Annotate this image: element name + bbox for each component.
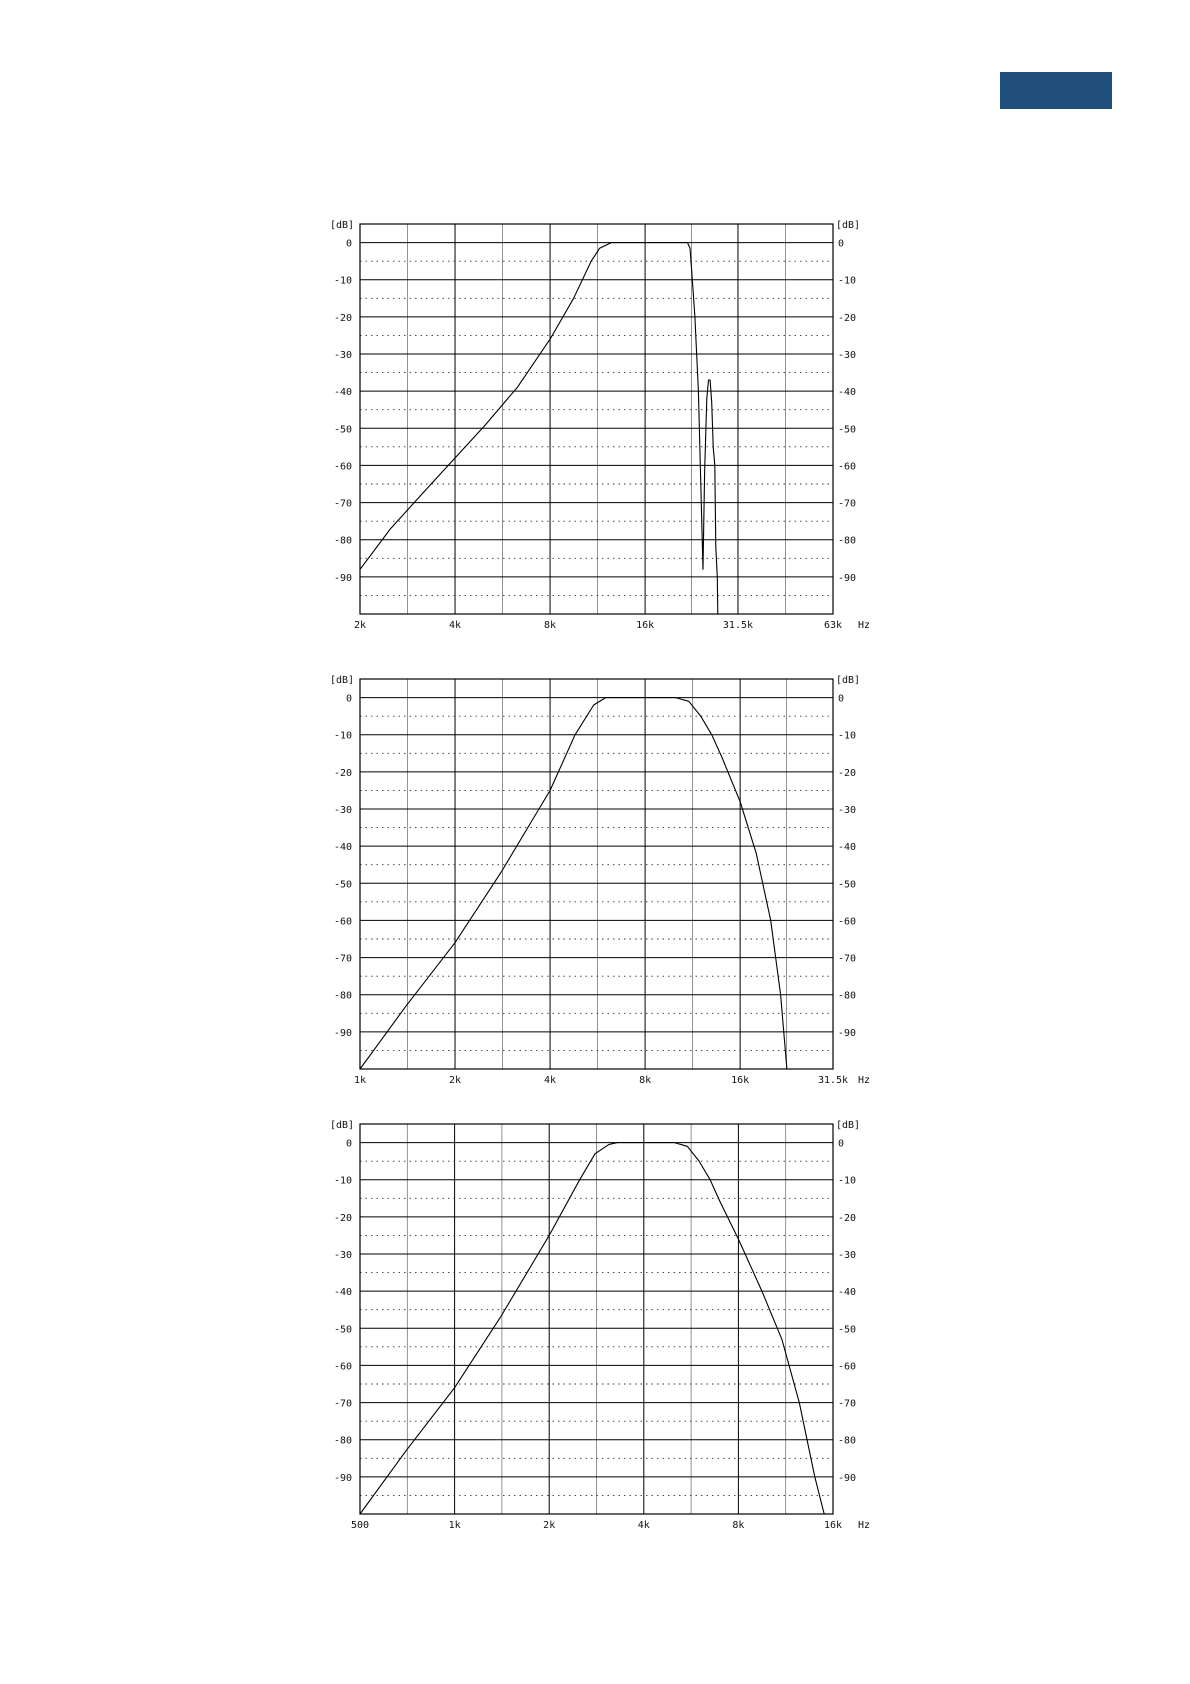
y-tick-label-right: -10 bbox=[838, 1175, 857, 1187]
y-tick-label-left: -90 bbox=[333, 1027, 352, 1039]
y-tick-label-right: -80 bbox=[838, 1435, 857, 1447]
grid bbox=[360, 224, 833, 614]
y-tick-label-left: -90 bbox=[333, 1472, 352, 1484]
y-tick-label-right: -50 bbox=[838, 424, 857, 436]
x-tick-label: 8k bbox=[732, 1520, 745, 1531]
y-tick-label-right: -60 bbox=[838, 461, 857, 473]
y-tick-label-left: -80 bbox=[333, 535, 352, 547]
y-tick-label-left: -10 bbox=[333, 275, 352, 287]
y-tick-label-left: -50 bbox=[333, 879, 352, 891]
x-unit-label: Hz bbox=[858, 620, 871, 631]
y-unit-label-left: [dB] bbox=[330, 220, 355, 231]
x-tick-label: 4k bbox=[544, 1075, 557, 1086]
x-tick-label: 1k bbox=[353, 1075, 367, 1086]
y-unit-label-right: [dB] bbox=[836, 675, 861, 686]
x-tick-label: 500 bbox=[350, 1520, 370, 1531]
chart-2-svg bbox=[320, 669, 880, 1089]
y-tick-label-left: -60 bbox=[333, 916, 352, 928]
chart-1-svg bbox=[320, 214, 880, 634]
y-tick-label-right: -80 bbox=[838, 990, 857, 1002]
grid bbox=[360, 1124, 833, 1514]
x-tick-label: 31.5k bbox=[817, 1075, 849, 1086]
y-tick-label-right: 0 bbox=[838, 693, 845, 705]
header-accent-block bbox=[1000, 72, 1112, 109]
y-tick-label-right: -70 bbox=[838, 498, 857, 510]
y-tick-label-left: 0 bbox=[345, 1138, 352, 1150]
chart-3-svg bbox=[320, 1114, 880, 1534]
y-tick-label-right: -70 bbox=[838, 1398, 857, 1410]
y-tick-label-left: -20 bbox=[333, 312, 352, 324]
y-tick-label-right: -20 bbox=[838, 767, 857, 779]
y-tick-label-left: -10 bbox=[333, 1175, 352, 1187]
x-tick-label: 4k bbox=[449, 620, 462, 631]
x-tick-label: 16k bbox=[636, 620, 655, 631]
y-tick-label-right: -50 bbox=[838, 1324, 857, 1336]
y-tick-label-left: -30 bbox=[333, 350, 352, 361]
y-tick-label-right: -80 bbox=[838, 535, 857, 547]
y-tick-label-left: -40 bbox=[333, 387, 352, 399]
y-tick-label-right: -60 bbox=[838, 1361, 857, 1373]
x-tick-label: 2k bbox=[543, 1520, 556, 1531]
frequency-response-chart-3 bbox=[320, 1114, 880, 1534]
y-tick-label-right: -90 bbox=[838, 1472, 857, 1484]
y-tick-label-left: -30 bbox=[333, 1250, 352, 1261]
y-tick-label-right: -40 bbox=[838, 842, 857, 854]
y-tick-label-left: -70 bbox=[333, 1398, 352, 1410]
x-tick-label: 16k bbox=[823, 1520, 843, 1531]
x-tick-label: 1k bbox=[448, 1520, 461, 1531]
y-tick-label-left: -80 bbox=[333, 990, 352, 1002]
plot-frame bbox=[360, 679, 833, 1069]
x-tick-label: 2k bbox=[449, 1075, 462, 1086]
y-tick-label-right: 0 bbox=[838, 238, 845, 250]
y-tick-label-left: 0 bbox=[345, 693, 352, 705]
y-tick-label-left: -70 bbox=[333, 953, 352, 965]
y-tick-label-right: -30 bbox=[838, 1250, 857, 1261]
y-unit-label-right: [dB] bbox=[836, 220, 861, 231]
y-tick-label-left: -50 bbox=[333, 1324, 352, 1336]
y-unit-label-right: [dB] bbox=[836, 1120, 861, 1131]
x-tick-label: 8k bbox=[639, 1075, 652, 1086]
y-tick-label-right: -30 bbox=[838, 805, 857, 816]
y-tick-label-right: -50 bbox=[838, 879, 857, 891]
y-tick-label-left: -20 bbox=[333, 1212, 352, 1224]
x-tick-label: 63k bbox=[823, 620, 843, 631]
x-tick-label: 4k bbox=[637, 1520, 650, 1531]
x-tick-label: 2k bbox=[353, 620, 367, 631]
y-tick-label-right: -90 bbox=[838, 572, 857, 584]
y-tick-label-left: -50 bbox=[333, 424, 352, 436]
y-tick-label-right: -90 bbox=[838, 1027, 857, 1039]
y-tick-label-right: -10 bbox=[838, 730, 857, 742]
y-tick-label-left: -60 bbox=[333, 1361, 352, 1373]
frequency-response-chart-2 bbox=[320, 669, 880, 1089]
x-tick-label: 8k bbox=[544, 620, 557, 631]
y-tick-label-left: 0 bbox=[345, 238, 352, 250]
y-tick-label-left: -20 bbox=[333, 767, 352, 779]
x-tick-label: 16k bbox=[731, 1075, 750, 1086]
y-tick-label-left: -90 bbox=[333, 572, 352, 584]
y-tick-label-left: -70 bbox=[333, 498, 352, 510]
y-tick-label-right: -70 bbox=[838, 953, 857, 965]
y-tick-label-right: -10 bbox=[838, 275, 857, 287]
y-unit-label-left: [dB] bbox=[330, 1120, 355, 1131]
y-tick-label-right: -60 bbox=[838, 916, 857, 928]
y-tick-label-left: -10 bbox=[333, 730, 352, 742]
y-tick-label-left: -40 bbox=[333, 842, 352, 854]
x-unit-label: Hz bbox=[858, 1520, 871, 1531]
x-tick-label: 31.5k bbox=[722, 620, 754, 631]
y-tick-label-right: -40 bbox=[838, 387, 857, 399]
x-unit-label: Hz bbox=[858, 1075, 871, 1086]
y-tick-label-right: -20 bbox=[838, 312, 857, 324]
y-tick-label-left: -40 bbox=[333, 1287, 352, 1299]
plot-frame bbox=[360, 224, 833, 614]
frequency-response-chart-1 bbox=[320, 214, 880, 634]
y-tick-label-right: -20 bbox=[838, 1212, 857, 1224]
y-tick-label-right: -30 bbox=[838, 350, 857, 361]
y-tick-label-left: -60 bbox=[333, 461, 352, 473]
y-unit-label-left: [dB] bbox=[330, 675, 355, 686]
y-tick-label-right: 0 bbox=[838, 1138, 845, 1150]
grid bbox=[360, 679, 833, 1069]
y-tick-label-left: -80 bbox=[333, 1435, 352, 1447]
y-tick-label-left: -30 bbox=[333, 805, 352, 816]
y-tick-label-right: -40 bbox=[838, 1287, 857, 1299]
